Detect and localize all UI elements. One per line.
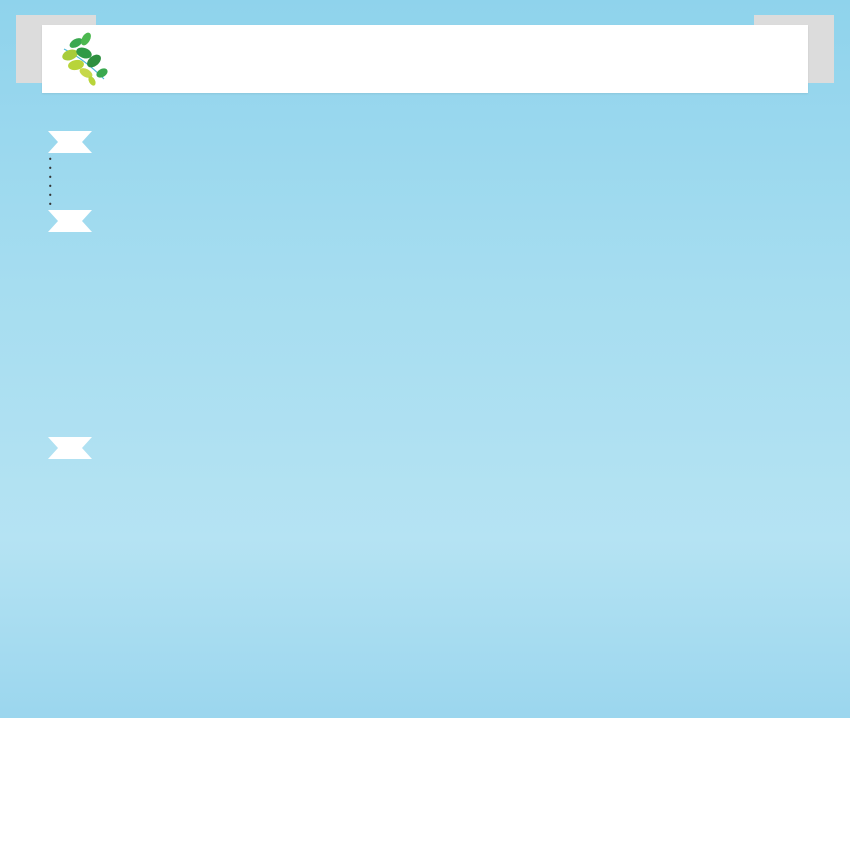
list-item [48,155,52,164]
list-item [48,200,52,209]
list-item [48,164,52,173]
konkursy-list [48,155,52,210]
leaves-icon [54,29,116,89]
section-label-konkursy [48,131,92,153]
section-label-kiermasz [48,437,92,459]
title-banner [42,25,808,93]
list-item [48,173,52,182]
list-item [48,191,52,200]
section-label-program [48,210,92,232]
list-item [48,182,52,191]
